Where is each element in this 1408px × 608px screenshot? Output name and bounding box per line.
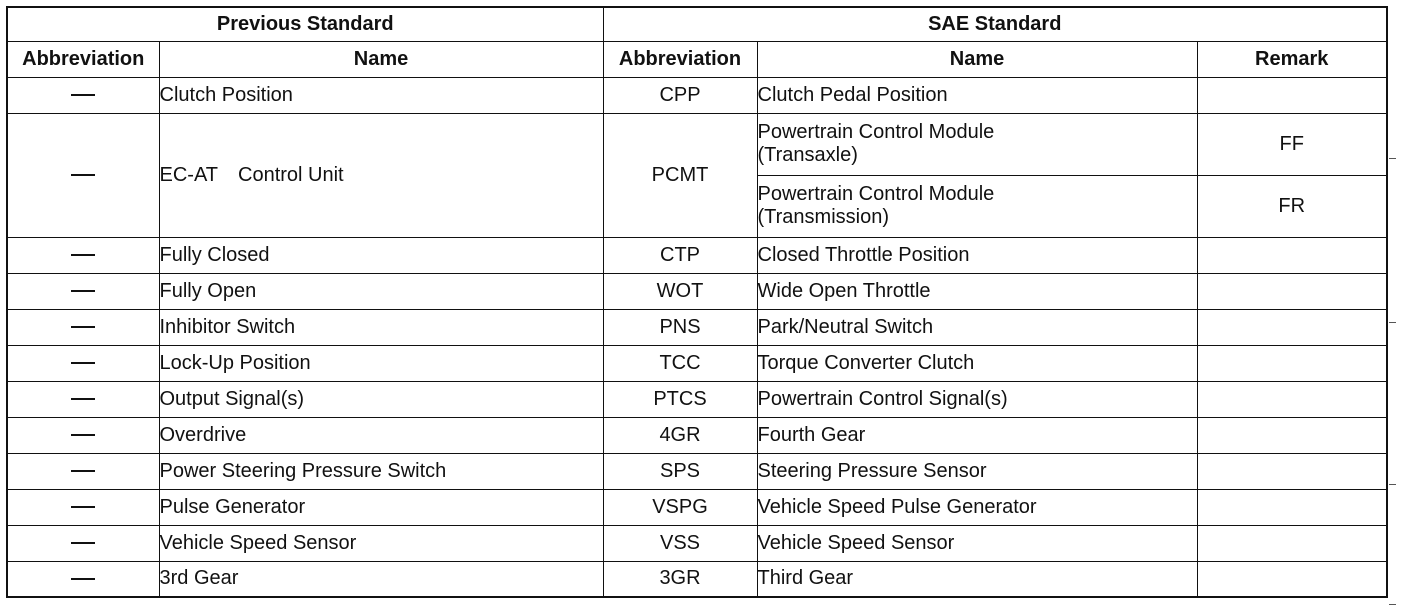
sae-name-cell: Powertrain Control Signal(s) [757,381,1197,417]
sae-abbreviation-cell: VSPG [603,489,757,525]
remark-cell [1197,561,1387,597]
prev-abbreviation-cell [7,77,159,113]
sae-standard-header: SAE Standard [603,7,1387,41]
table-row [7,345,1387,381]
previous-standard-header: Previous Standard [7,7,603,41]
prev-name-header: Name [159,41,603,77]
table-body [7,237,1387,597]
sae-name-line: (Transmission) [757,206,889,228]
column-header-row [7,41,1387,77]
prev-abbreviation-cell [7,453,159,489]
remark-cell [1197,273,1387,309]
remark-cell: FR [1197,175,1387,237]
margin-tick [1389,484,1396,485]
prev-name-cell: Clutch Position [159,77,603,113]
table-row [7,309,1387,345]
dash-mark [71,254,95,256]
remark-cell: FF [1197,113,1387,175]
table-row [7,525,1387,561]
sae-name-header: Name [757,41,1197,77]
sae-name-cell: Fourth Gear [757,417,1197,453]
sae-name-cell: Vehicle Speed Sensor [757,525,1197,561]
dash-mark [71,506,95,508]
prev-name-cell: Fully Open [159,273,603,309]
table-row [7,381,1387,417]
remark-cell [1197,489,1387,525]
table-row [7,237,1387,273]
remark-cell [1197,381,1387,417]
table-row [7,113,1387,175]
prev-name-cell: Pulse Generator [159,489,603,525]
margin-tick [1389,604,1396,605]
sae-abbreviation-cell: SPS [603,453,757,489]
sae-abbreviation-cell: CTP [603,237,757,273]
sae-name-cell: Vehicle Speed Pulse Generator [757,489,1197,525]
sae-abbreviation-cell: PNS [603,309,757,345]
margin-tick [1389,158,1396,159]
prev-abbreviation-cell [7,561,159,597]
prev-abbreviation-cell [7,525,159,561]
prev-abbreviation-cell [7,381,159,417]
sae-name-line: Powertrain Control Module [757,121,995,143]
prev-abbreviation-header: Abbreviation [7,41,159,77]
prev-name-cell: Inhibitor Switch [159,309,603,345]
remark-cell [1197,309,1387,345]
sae-name-cell: Clutch Pedal Position [757,77,1197,113]
sae-abbreviation-cell: VSS [603,525,757,561]
dash-mark [71,434,95,436]
table-row [7,417,1387,453]
sae-abbreviation-cell: 3GR [603,561,757,597]
dash-mark [71,398,95,400]
remark-cell [1197,345,1387,381]
sae-name-cell: Steering Pressure Sensor [757,453,1197,489]
remark-cell [1197,453,1387,489]
group-header-row [7,7,1387,41]
sae-abbreviation-header: Abbreviation [603,41,757,77]
dash-mark [71,94,95,96]
prev-abbreviation-cell [7,273,159,309]
remark-cell [1197,237,1387,273]
sae-abbreviation-cell: WOT [603,273,757,309]
dash-mark [71,174,95,176]
sae-abbreviation-cell: PCMT [603,113,757,237]
table-row [7,561,1387,597]
remark-cell [1197,417,1387,453]
sae-name-cell: Wide Open Throttle [757,273,1197,309]
sae-name-cell: Closed Throttle Position [757,237,1197,273]
dash-mark [71,542,95,544]
sae-name-line: Powertrain Control Module [757,183,995,205]
prev-abbreviation-cell [7,113,159,237]
sae-name-cell: Third Gear [757,561,1197,597]
sae-abbreviation-cell: PTCS [603,381,757,417]
prev-name-cell: Output Signal(s) [159,381,603,417]
remark-cell [1197,525,1387,561]
prev-abbreviation-cell [7,345,159,381]
dash-mark [71,326,95,328]
prev-abbreviation-cell [7,417,159,453]
abbreviation-comparison-table [6,6,1388,598]
remark-cell [1197,77,1387,113]
table-row [7,77,1387,113]
sae-name-cell: Torque Converter Clutch [757,345,1197,381]
table-row [7,489,1387,525]
prev-name-cell: Power Steering Pressure Switch [159,453,603,489]
prev-name-cell: Lock-Up Position [159,345,603,381]
dash-mark [71,362,95,364]
dash-mark [71,470,95,472]
prev-abbreviation-cell [7,237,159,273]
sae-abbreviation-cell: 4GR [603,417,757,453]
dash-mark [71,578,95,580]
prev-name-cell: Vehicle Speed Sensor [159,525,603,561]
table-row [7,453,1387,489]
sae-name-cell: Park/Neutral Switch [757,309,1197,345]
sae-name-cell [757,175,1197,237]
sae-abbreviation-cell: CPP [603,77,757,113]
dash-mark [71,290,95,292]
prev-name-cell: EC-AT Control Unit [159,113,603,237]
remark-header: Remark [1197,41,1387,77]
prev-name-cell: 3rd Gear [159,561,603,597]
prev-name-cell: Overdrive [159,417,603,453]
table-row [7,273,1387,309]
sae-name-line: (Transaxle) [757,144,858,166]
prev-abbreviation-cell [7,309,159,345]
sae-name-cell [757,113,1197,175]
sae-abbreviation-cell: TCC [603,345,757,381]
margin-tick [1389,322,1396,323]
prev-name-cell: Fully Closed [159,237,603,273]
prev-abbreviation-cell [7,489,159,525]
